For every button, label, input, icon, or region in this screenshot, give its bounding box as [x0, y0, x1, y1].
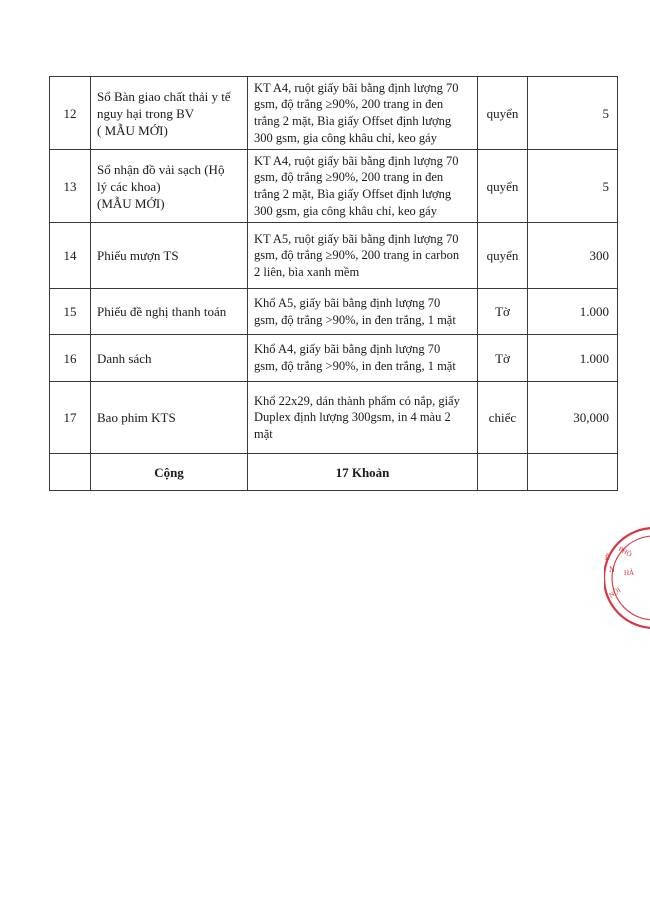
row-number: 13: [50, 150, 91, 223]
svg-text:HÀ: HÀ: [624, 569, 635, 577]
item-spec: Khổ 22x29, dán thành phẩm có nắp, giấy Duplex định lượng 300gsm, in 4 màu 2 mặt: [248, 382, 478, 454]
item-name: Phiếu đề nghị thanh toán: [91, 289, 248, 335]
item-quantity: 300: [528, 223, 618, 289]
svg-text:N: N: [609, 565, 615, 574]
item-name: Sổ nhận đồ vải sạch (Hộ lý các khoa) (MẪU MỚI): [91, 150, 248, 223]
item-spec: Khổ A4, giấy bãi bằng định lượng 70 gsm, độ trắng >90%, in đen trắng, 1 mặt: [248, 335, 478, 382]
item-name: Danh sách: [91, 335, 248, 382]
item-unit: Tờ: [478, 335, 528, 382]
table-row: [50, 289, 618, 335]
total-empty-cell: [50, 454, 91, 491]
svg-text:Ễ: Ễ: [605, 554, 610, 562]
total-empty-cell: [478, 454, 528, 491]
items-table: [49, 76, 618, 491]
row-number: 17: [50, 382, 91, 454]
item-unit: quyển: [478, 150, 528, 223]
total-count: 17 Khoản: [248, 454, 478, 491]
item-spec: Khổ A5, giấy bãi bằng định lượng 70 gsm, độ trắng >90%, in đen trắng, 1 mặt: [248, 289, 478, 335]
item-quantity: 5: [528, 77, 618, 150]
table-row: [50, 150, 618, 223]
item-spec: KT A4, ruột giấy bãi bằng định lượng 70 gsm, độ trắng ≥90%, 200 trang in đen trắng 2 mặt, Bìa giấy Offset định lượng 300 gsm, gia công khâu chỉ, keo gáy: [248, 150, 478, 223]
table-row: [50, 223, 618, 289]
item-name: Phiếu mượn TS: [91, 223, 248, 289]
item-quantity: 30,000: [528, 382, 618, 454]
item-unit: chiếc: [478, 382, 528, 454]
total-label: Cộng: [91, 454, 248, 491]
item-name: Bao phim KTS: [91, 382, 248, 454]
red-seal-stamp: [604, 522, 650, 634]
item-quantity: 1.000: [528, 289, 618, 335]
item-spec: KT A4, ruột giấy bãi bằng định lượng 70 gsm, độ trắng ≥90%, 200 trang in đen trắng 2 mặt, Bìa giấy Offset định lượng 300 gsm, gia công khâu chỉ, keo gáy: [248, 77, 478, 150]
item-spec: KT A5, ruột giấy bãi bằng định lượng 70 gsm, độ trắng ≥90%, 200 trang in carbon 2 liên, bìa xanh mềm: [248, 223, 478, 289]
table-row: [50, 77, 618, 150]
item-unit: Tờ: [478, 289, 528, 335]
table-row: [50, 335, 618, 382]
svg-text:NỘI: NỘI: [607, 585, 623, 600]
item-unit: quyển: [478, 223, 528, 289]
svg-text:PHÒ: PHÒ: [617, 544, 634, 559]
item-name: Sổ Bàn giao chất thải y tế nguy hại trong BV ( MẪU MỚI): [91, 77, 248, 150]
item-quantity: 1.000: [528, 335, 618, 382]
item-quantity: 5: [528, 150, 618, 223]
row-number: 14: [50, 223, 91, 289]
item-unit: quyển: [478, 77, 528, 150]
row-number: 16: [50, 335, 91, 382]
total-empty-cell: [528, 454, 618, 491]
total-row: [50, 454, 618, 491]
row-number: 15: [50, 289, 91, 335]
table-row: [50, 382, 618, 454]
row-number: 12: [50, 77, 91, 150]
